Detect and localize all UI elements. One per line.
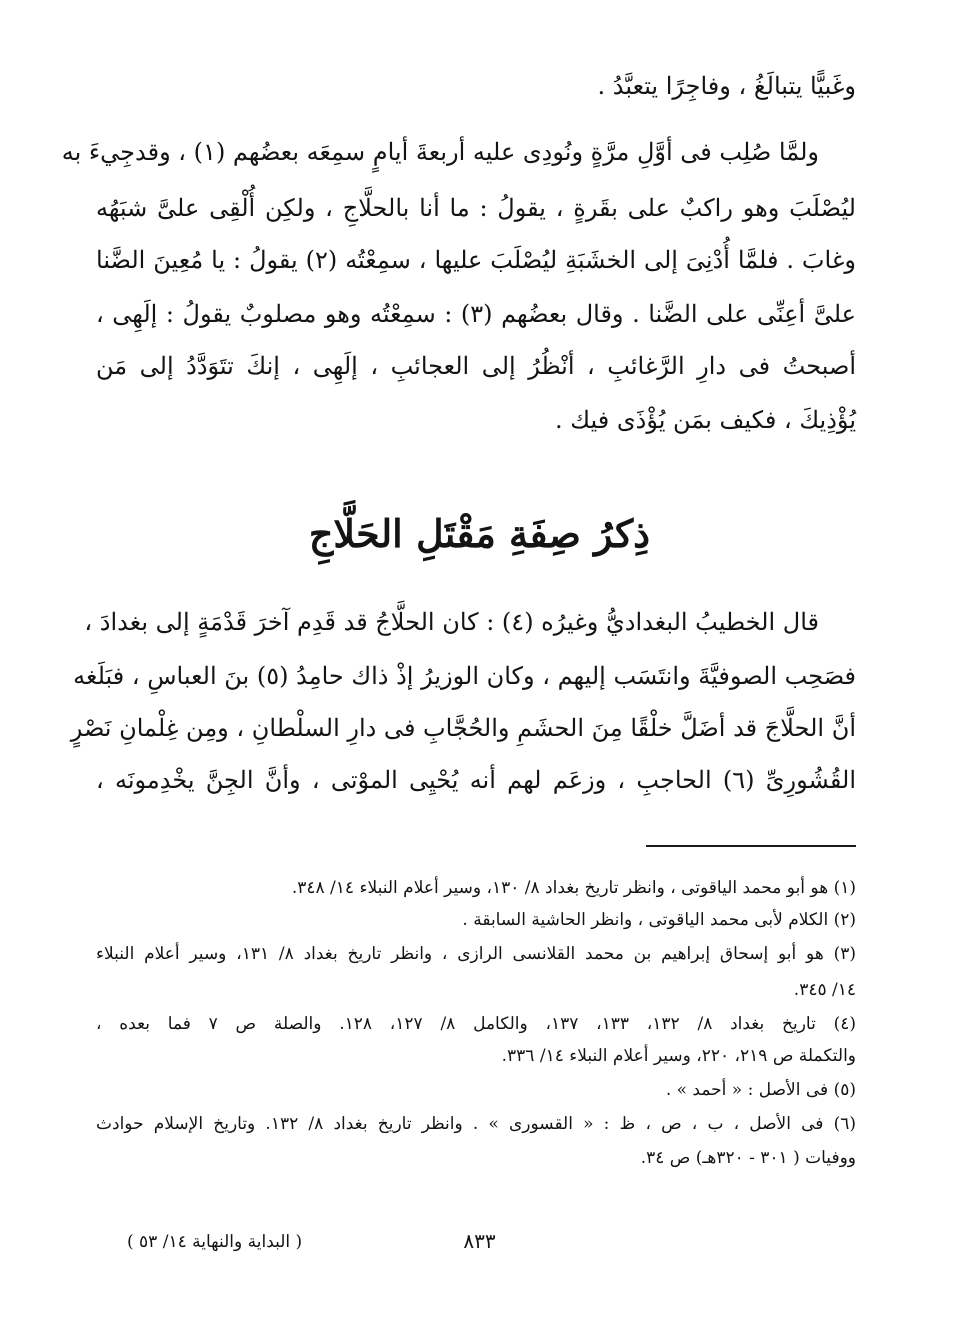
section-heading: ذِكرُ صِفَةِ مَقْتَلِ الحَلَّاجِ	[308, 511, 651, 556]
footnote-line: والتكملة ص ٢١٩، ٢٢٠، وسير أعلام النبلاء ١٤/ ٣٣٦.	[501, 1046, 856, 1066]
footnote-line: (٢) الكلام لأبى محمد الياقوتى ، وانظر الحاشية السابقة .	[462, 910, 856, 930]
body-line: وغَبيًّا يتبالَغُ ، وفاجِرًا يتعبَّدُ .	[597, 72, 856, 100]
footnote-line: (٥) فى الأصل : « أحمد » .	[665, 1080, 856, 1100]
body-line: أنَّ الحلَّاجَ قد أضَلَّ خلْقًا مِنَ الحشَمِ والحُجَّابِ فى دارِ السلْطانِ ، ومِن غِلْمانِ نَصْرٍ	[70, 714, 856, 742]
volume-reference: ( البداية والنهاية ١٤/ ٥٣ )	[127, 1232, 303, 1252]
footnote-line: (٦) فى الأصل ، ب ، ص ، ظ : « القسورى » . وانظر تاريخ بغداد ٨/ ١٣٢. وتاريخ الإسلام حوادث	[96, 1114, 856, 1134]
footnote-line: (٤) تاريخ بغداد ٨/ ١٣٢، ١٣٣، ١٣٧، والكامل ٨/ ١٢٧، ١٢٨. والصلة ص ٧ فما بعده ،	[96, 1014, 856, 1034]
body-line: علىَّ أعِنِّى على الضَّنا . وقال بعضُهم (٣) : سمِعْتُه وهو مصلوبٌ يقولُ : إلَهِى ،	[96, 300, 856, 328]
body-line: أصبحتُ فى دارِ الرَّغائبِ ، أنْظُرُ إلى العجائبِ ، إلَهِى ، إنكَ تتَوَدَّدُ إلى مَن	[96, 352, 856, 380]
body-line: وغابَ . فلمَّا أُدْنِىَ إلى الخشَبَةِ ليُصْلَبَ عليها ، سمِعْتُه (٢) يقولُ : يا مُعِينَ الضَّنا	[96, 246, 856, 274]
footnote-line: (١) هو أبو محمد الياقوتى ، وانظر تاريخ بغداد ٨/ ١٣٠، وسير أعلام النبلاء ١٤/ ٣٤٨.	[291, 878, 856, 898]
footnote-line: ووفيات ( ٣٠١ - ٣٢٠هـ) ص ٣٤.	[640, 1148, 856, 1168]
body-line: فصَحِب الصوفيَّةَ وانتَسَب إليهم ، وكان الوزيرُ إذْ ذاك حامِدُ (٥) بنَ العباسِ ، فبَلَغه	[73, 662, 856, 690]
footnote-separator	[646, 845, 856, 847]
footnote-line: (٣) هو أبو إسحاق إبراهيم بن محمد القلانسى الرازى ، وانظر تاريخ بغداد ٨/ ١٣١، وسير أعلام النبلاء	[96, 944, 856, 964]
footnote-line: ١٤/ ٣٤٥.	[793, 980, 856, 1000]
page-number: ٨٣٣	[463, 1229, 496, 1253]
body-line: قال الخطيبُ البغداديُّ وغيرُه (٤) : كان الحلَّاجُ قد قَدِم آخرَ قَدْمَةٍ إلى بغدادَ ،	[84, 608, 819, 636]
body-line: القُشُورِىِّ (٦) الحاجبِ ، وزعَم لهم أنه يُحْيِى الموْتى ، وأنَّ الجِنَّ يخْدِمونَه ،	[96, 766, 857, 794]
body-line: يُؤْذِيكَ ، فكيف بمَن يُؤْذَى فيك .	[555, 406, 856, 434]
body-line: ولمَّا صُلِب فى أوَّلِ مرَّةٍ ونُودِى عليه أربعةَ أيامٍ سمِعَه بعضُهم (١) ، وقدجِيءَ به	[61, 138, 819, 166]
body-line: ليُصْلَبَ وهو راكبٌ على بقَرةٍ ، يقولُ : ما أنا بالحلَّاجِ ، ولكِن أُلْقِى علىَّ شبَهُه	[96, 194, 856, 222]
